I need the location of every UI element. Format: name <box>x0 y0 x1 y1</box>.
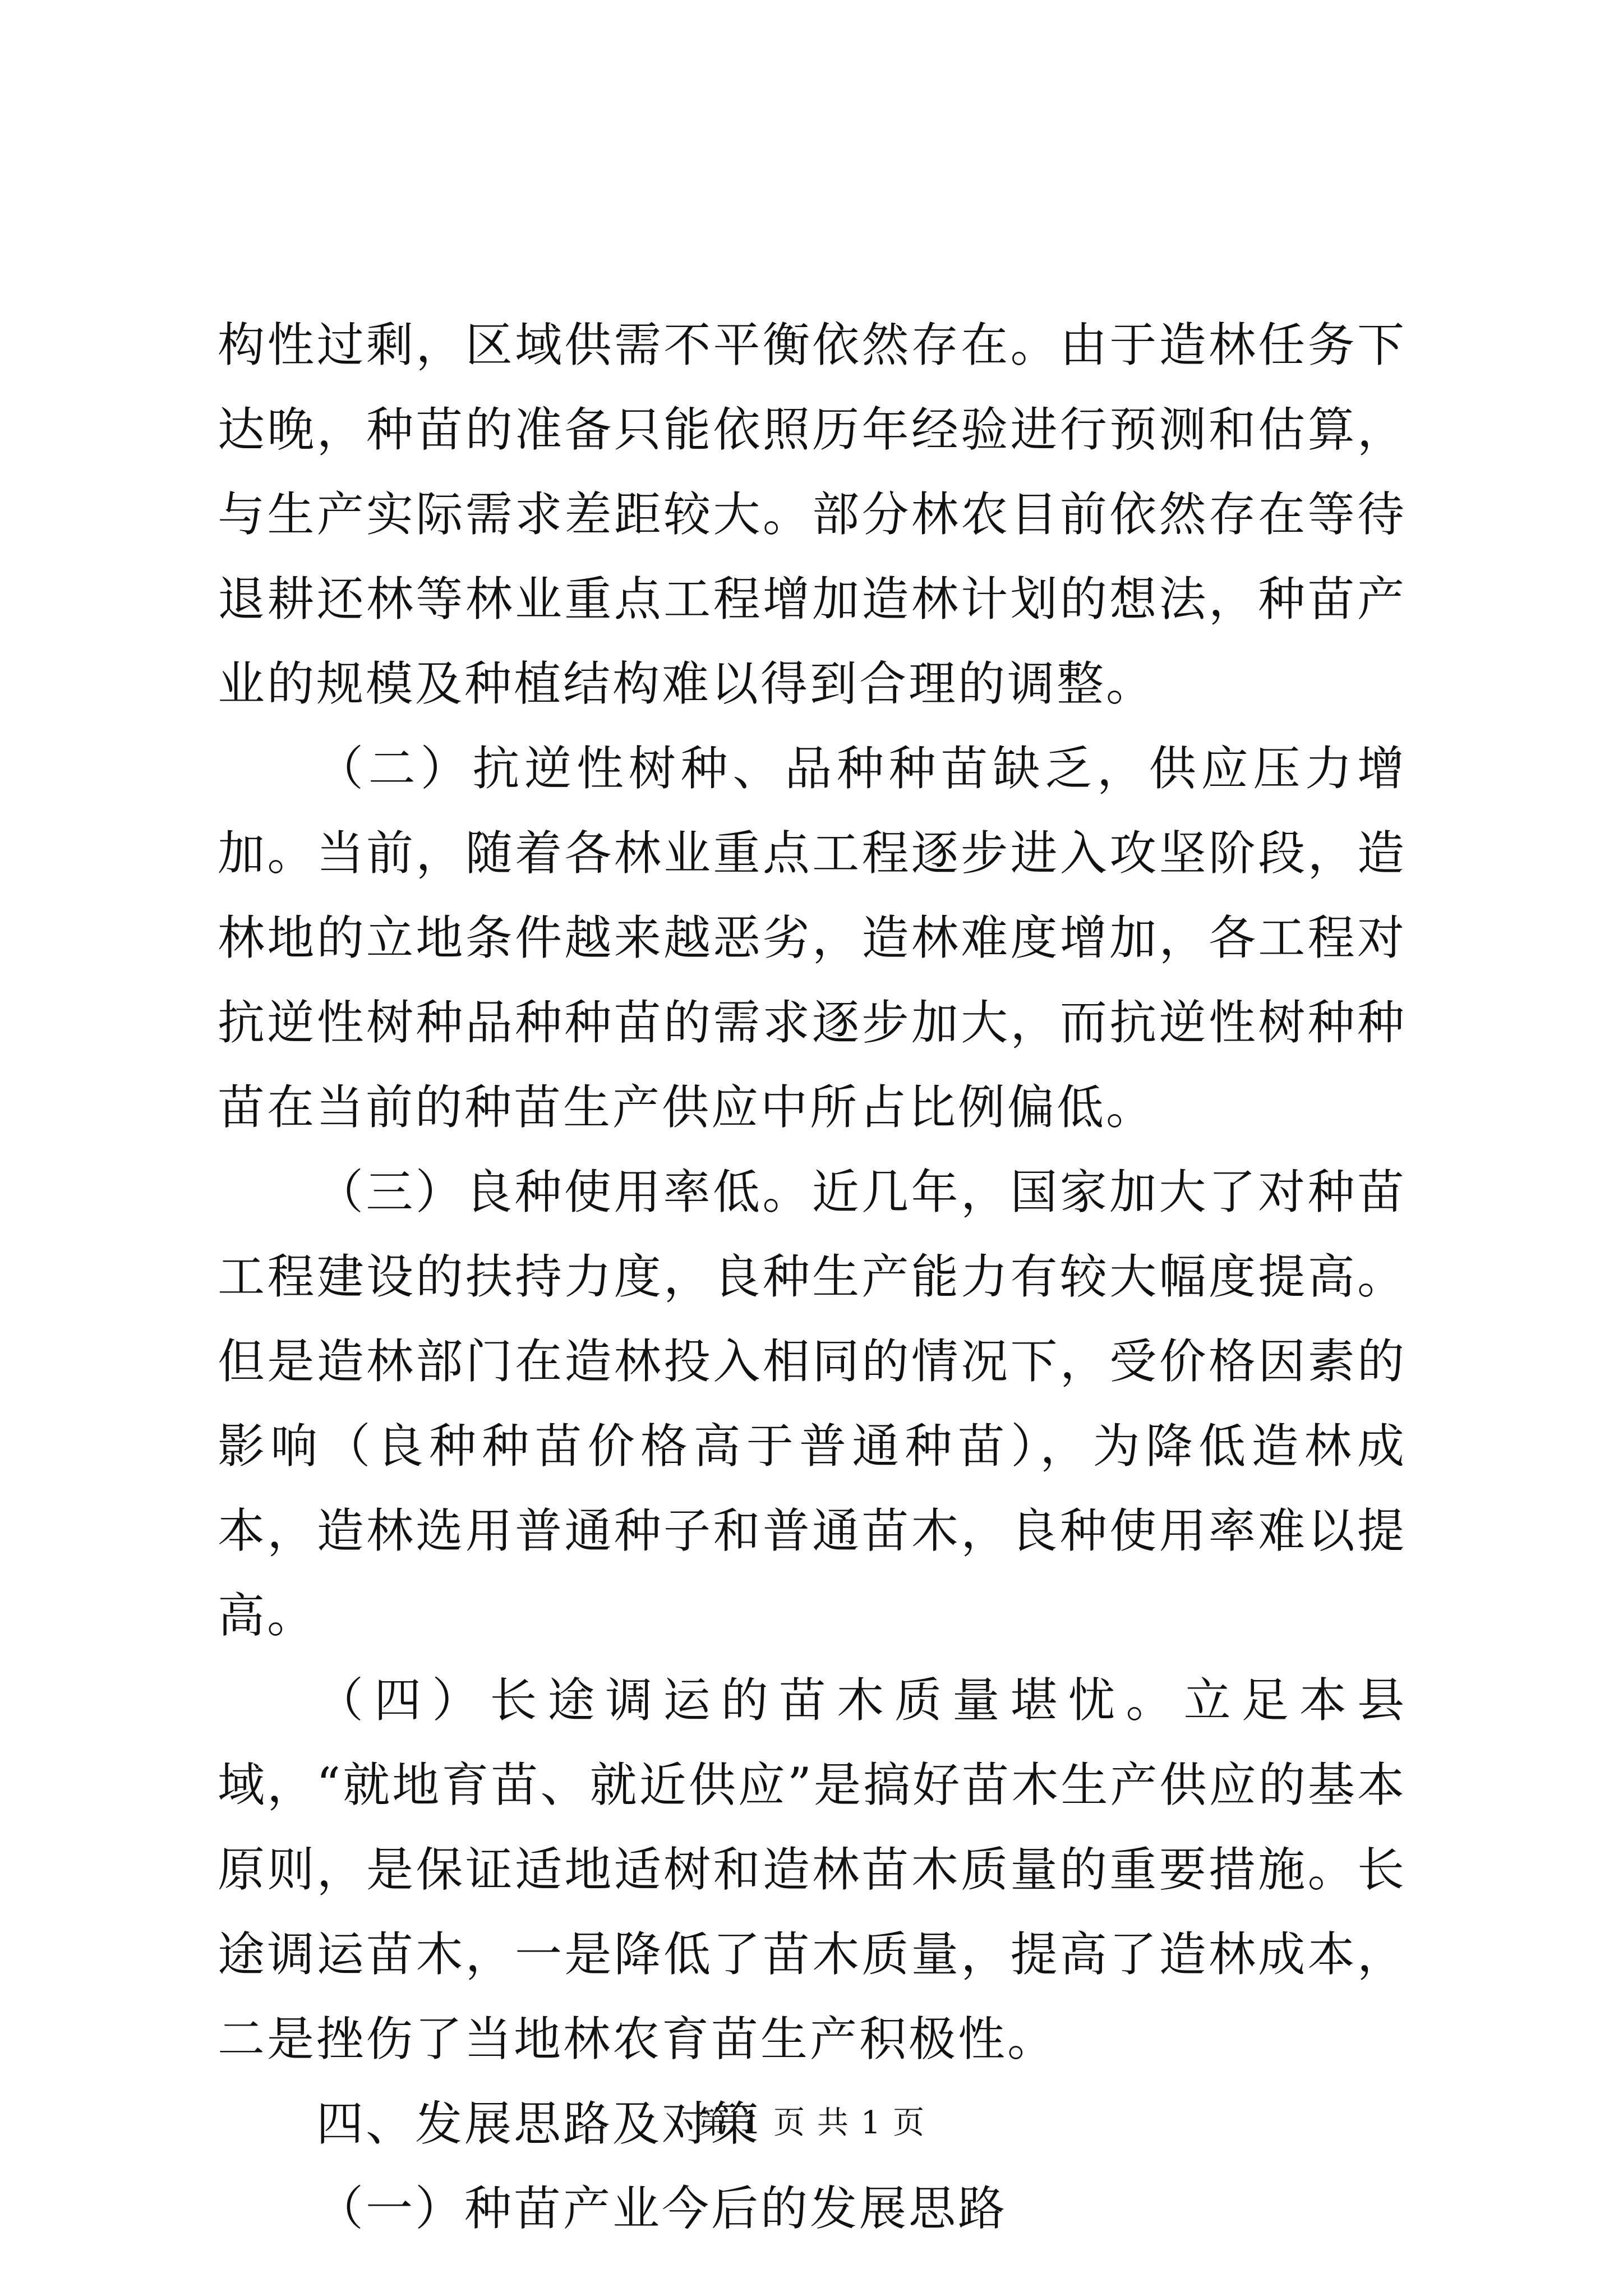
paragraph-section-two: （二）抗逆性树种、品种种苗缺乏，供应压力增加。当前，随着各林业重点工程逐步进入攻坚阶段，造林地的立地条件越来越恶劣，造林难度增加，各工程对抗逆性树种品种种苗的需求逐步加大，而抗逆性树种种苗在当前的种苗生产供应中所占比例偏低。 <box>218 741 1407 1135</box>
paragraph-section-four: （四）长途调运的苗木质量堪忧。立足本县域，“就地育苗、就近供应”是搞好苗木生产供应的基本原则，是保证适地适树和造林苗木质量的重要措施。长途调运苗木，一是降低了苗木质量，提高了造林成本，二是挫伤了当地林农育苗生产积极性。 <box>218 1673 1407 2067</box>
paragraph-continuation: 构性过剩，区域供需不平衡依然存在。由于造林任务下达晚，种苗的准备只能依照历年经验进行预测和估算，与生产实际需求差距较大。部分林农目前依然存在等待退耕还林等林业重点工程增加造林计划的想法，种苗产业的规模及种植结构难以得到合理的调整。 <box>218 318 1407 711</box>
section-heading: 四、发展思路及对策 <box>316 2096 761 2151</box>
paragraph-section-three: （三）良种使用率低。近几年，国家加大了对种苗工程建设的扶持力度，良种生产能力有较大幅度提高。但是造林部门在造林投入相同的情况下，受价格因素的影响（良种种苗价格高于普通种苗），为降低造林成本，造林选用普通种子和普通苗木，良种使用率难以提高。 <box>218 1165 1407 1643</box>
page-footer: 第 1 页 共 1 页 <box>697 2105 926 2141</box>
document-body <box>218 303 1407 2251</box>
subsection-heading: （一）种苗产业今后的发展思路 <box>316 2181 1008 2236</box>
